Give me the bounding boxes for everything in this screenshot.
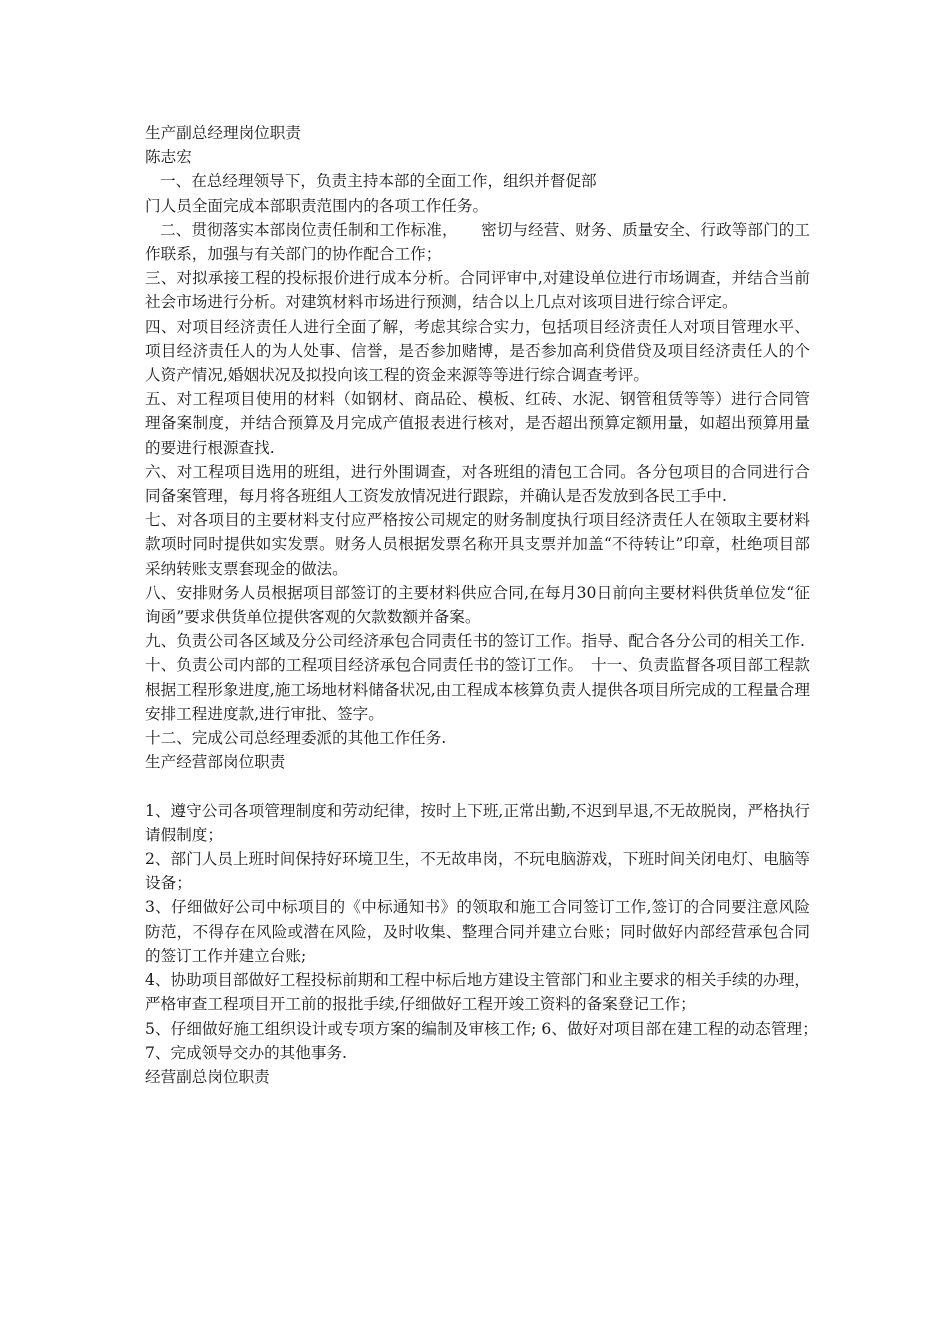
duty-item-1: 1、遵守公司各项管理制度和劳动纪律，按时上下班,正常出勤,不迟到早退,不无故脱岗，严格执行请假制度； xyxy=(145,801,810,844)
paragraph-4: 四、对项目经济责任人进行全面了解，考虑其综合实力，包括项目经济责任人对项目管理水平、项目经济责任人的为人处事、信誉，是否参加赌博，是否参加高利贷借贷及项目经济责任人的个人资产情况,婚姻状况及拟投向该工程的资金来源等等进行综合调查考评。 xyxy=(145,317,810,385)
document-page xyxy=(145,121,826,1089)
paragraph-1-line-1: 一、在总经理领导下，负责主持本部的全面工作，组织并督促部 xyxy=(160,172,597,191)
paragraph-9: 九、负责公司各区域及分公司经济承包合同责任书的签订工作。指导、配合各分公司的相关工作. xyxy=(145,632,805,651)
duty-item-2: 2、部门人员上班时间保持好环境卫生，不无故串岗，不玩电脑游戏，下班时间关闭电灯、电脑等设备； xyxy=(145,850,810,893)
section-title: 生产副总经理岗位职责 xyxy=(145,124,301,142)
duty-item-5: 5、仔细做好施工组织设计或专项方案的编制及审核工作; 6、做好对项目部在建工程的动态管理； 7、完成领导交办的其他事务. xyxy=(145,1019,826,1062)
paragraph-3: 三、对拟承接工程的投标报价进行成本分析。合同评审中,对建设单位进行市场调查，并结合当前社会市场进行分析。对建筑材料市场进行预测，结合以上几点对该项目进行综合评定。 xyxy=(145,269,810,312)
duty-item-3: 3、仔细做好公司中标项目的《中标通知书》的领取和施工合同签订工作,签订的合同要注意风险防范，不得存在风险或潜在风险，及时收集、整理合同并建立台账；同时做好内部经营承包合同的签订工作并建立台账; xyxy=(145,898,810,965)
paragraph-10: 十、负责公司内部的工程项目经济承包合同责任书的签订工作。 十一、负责监督各项目部工程款根据工程形象进度,施工场地材料储备状况,由工程成本核算负责人提供各项目所完成的工程量合理安排工程进度款,进行审批、签字。 xyxy=(145,656,810,723)
paragraph-6: 六、对工程项目选用的班组，进行外围调查，对各班组的清包工合同。各分包项目的合同进行合同备案管理，每月将各班组人工资发放情况进行跟踪，并确认是否发放到各民工手中. xyxy=(145,462,810,506)
paragraph-7: 七、对各项目的主要材料支付应严格按公司规定的财务制度执行项目经济责任人在领取主要材料款项时同时提供如实发票。财务人员根据发票名称开具支票并加盖“不待转让”印章，杜绝项目部采纳转账支票套现金的做法。 xyxy=(145,511,810,578)
section-title: 经营副总岗位职责 xyxy=(145,1067,270,1086)
section-title: 生产经营部岗位职责 xyxy=(145,753,286,772)
paragraph-1-line-2: 门人员全面完成本部职责范围内的各项工作任务。 xyxy=(145,196,489,215)
paragraph-12: 十二、完成公司总经理委派的其他工作任务. xyxy=(145,729,447,748)
blank-line xyxy=(145,774,810,798)
duty-item-4: 4、协助项目部做好工程投标前期和工程中标后地方建设主管部门和业主要求的相关手续的办理，严格审查工程项目开工前的报批手续,仔细做好工程开竣工资料的备案登记工作； xyxy=(145,971,810,1014)
paragraph-8: 八、安排财务人员根据项目部签订的主要材料供应合同,在每月30日前向主要材料供货单位发“征询函”要求供货单位提供客观的欠款数额并备案。 xyxy=(145,583,810,627)
author-name: 陈志宏 xyxy=(145,148,192,167)
paragraph-5: 五、对工程项目使用的材料（如钢材、商品砼、模板、红砖、水泥、钢管租赁等等）进行合同管理备案制度，并结合预算及月完成产值报表进行核对，是否超出预算定额用量，如超出预算用量的要进行根源查找. xyxy=(145,390,810,457)
paragraph-2: 二、贯彻落实本部岗位责任制和工作标准， 密切与经营、财务、质量安全、行政等部门的工作联系，加强与有关部门的协作配合工作； xyxy=(145,220,810,264)
